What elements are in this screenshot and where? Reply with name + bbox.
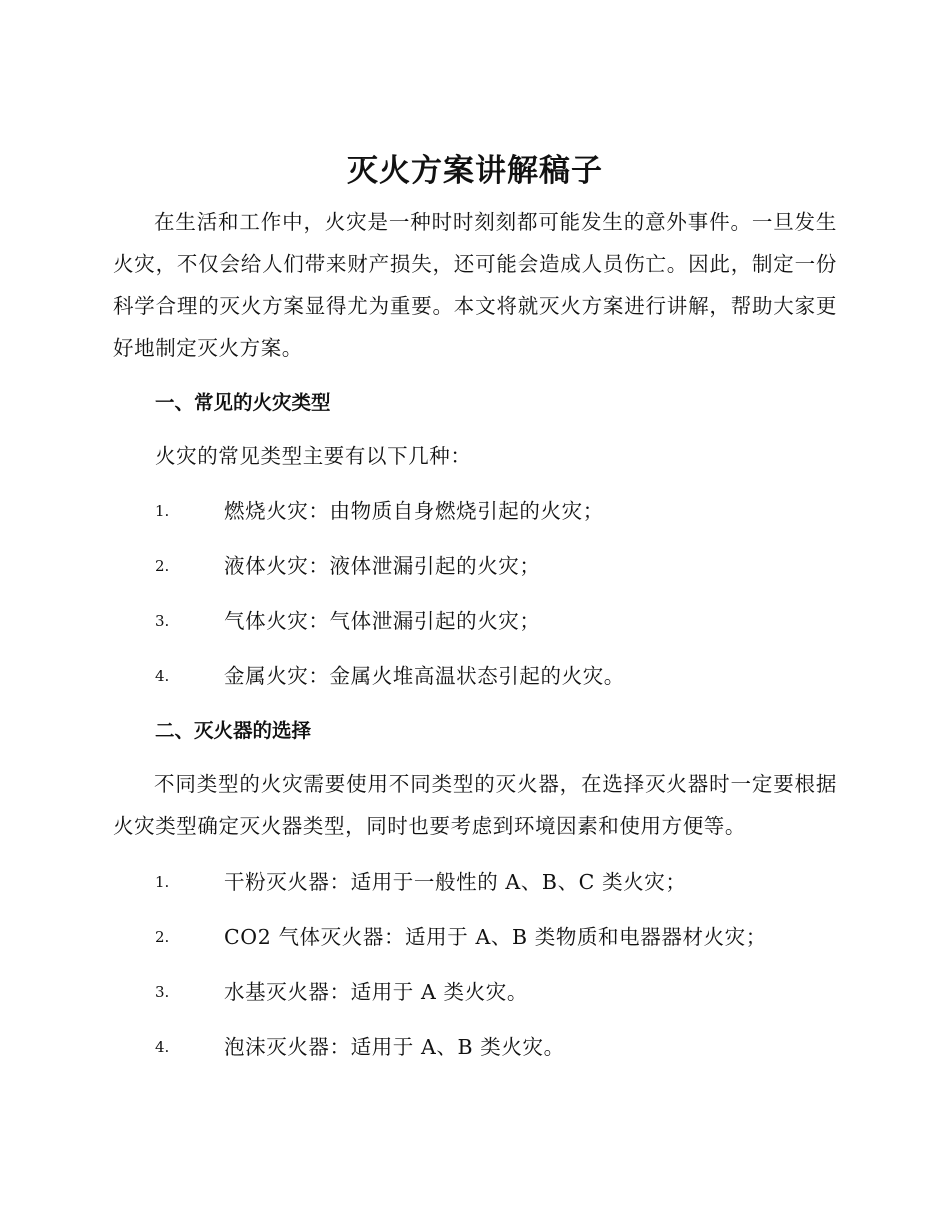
section-lead-extinguisher-choice: 不同类型的火灾需要使用不同类型的灭火器，在选择灭火器时一定要根据火灾类型确定灭火器类型，同时也要考虑到环境因素和使用方便等。 (113, 772, 837, 838)
list-text: 燃烧火灾：由物质自身燃烧引起的火灾； (224, 499, 604, 523)
list-item (155, 661, 855, 691)
document-title: 灭火方案讲解稿子 (347, 153, 603, 189)
list-text: 气体火灾：气体泄漏引起的火灾； (224, 609, 541, 633)
list-number: 1. (155, 873, 170, 891)
list-number: 4. (155, 1038, 170, 1056)
section-lead-fire-types: 火灾的常见类型主要有以下几种： (155, 444, 472, 468)
list-text: CO2 气体灭火器：适用于 A、B 类物质和电器器材火灾； (224, 925, 767, 949)
list-number: 4. (155, 667, 170, 685)
list-number: 3. (155, 612, 170, 630)
list-item (155, 1032, 855, 1062)
list-text: 干粉灭火器：适用于一般性的 A、B、C 类火灾； (224, 870, 687, 894)
list-item (155, 606, 855, 636)
intro-paragraph: 在生活和工作中，火灾是一种时时刻刻都可能发生的意外事件。一旦发生火灾，不仅会给人们带来财产损失，还可能会造成人员伤亡。因此，制定一份科学合理的灭火方案显得尤为重要。本文将就灭火方案进行讲解，帮助大家更好地制定灭火方案。 (113, 210, 837, 360)
list-text: 液体火灾：液体泄漏引起的火灾； (224, 554, 541, 578)
list-number: 2. (155, 928, 170, 946)
list-text: 泡沫灭火器：适用于 A、B 类火灾。 (224, 1035, 565, 1059)
list-number: 3. (155, 983, 170, 1001)
list-text: 水基灭火器：适用于 A 类火灾。 (224, 980, 528, 1004)
section-heading-extinguisher-choice: 二、灭火器的选择 (155, 719, 312, 742)
list-item (155, 496, 855, 526)
list-number: 1. (155, 502, 170, 520)
list-text: 金属火灾：金属火堆高温状态引起的火灾。 (224, 664, 625, 688)
list-item (155, 551, 855, 581)
list-number: 2. (155, 557, 170, 575)
section-heading-fire-types: 一、常见的火灾类型 (155, 391, 331, 414)
list-item (155, 867, 855, 897)
list-item (155, 922, 855, 952)
list-item (155, 977, 855, 1007)
